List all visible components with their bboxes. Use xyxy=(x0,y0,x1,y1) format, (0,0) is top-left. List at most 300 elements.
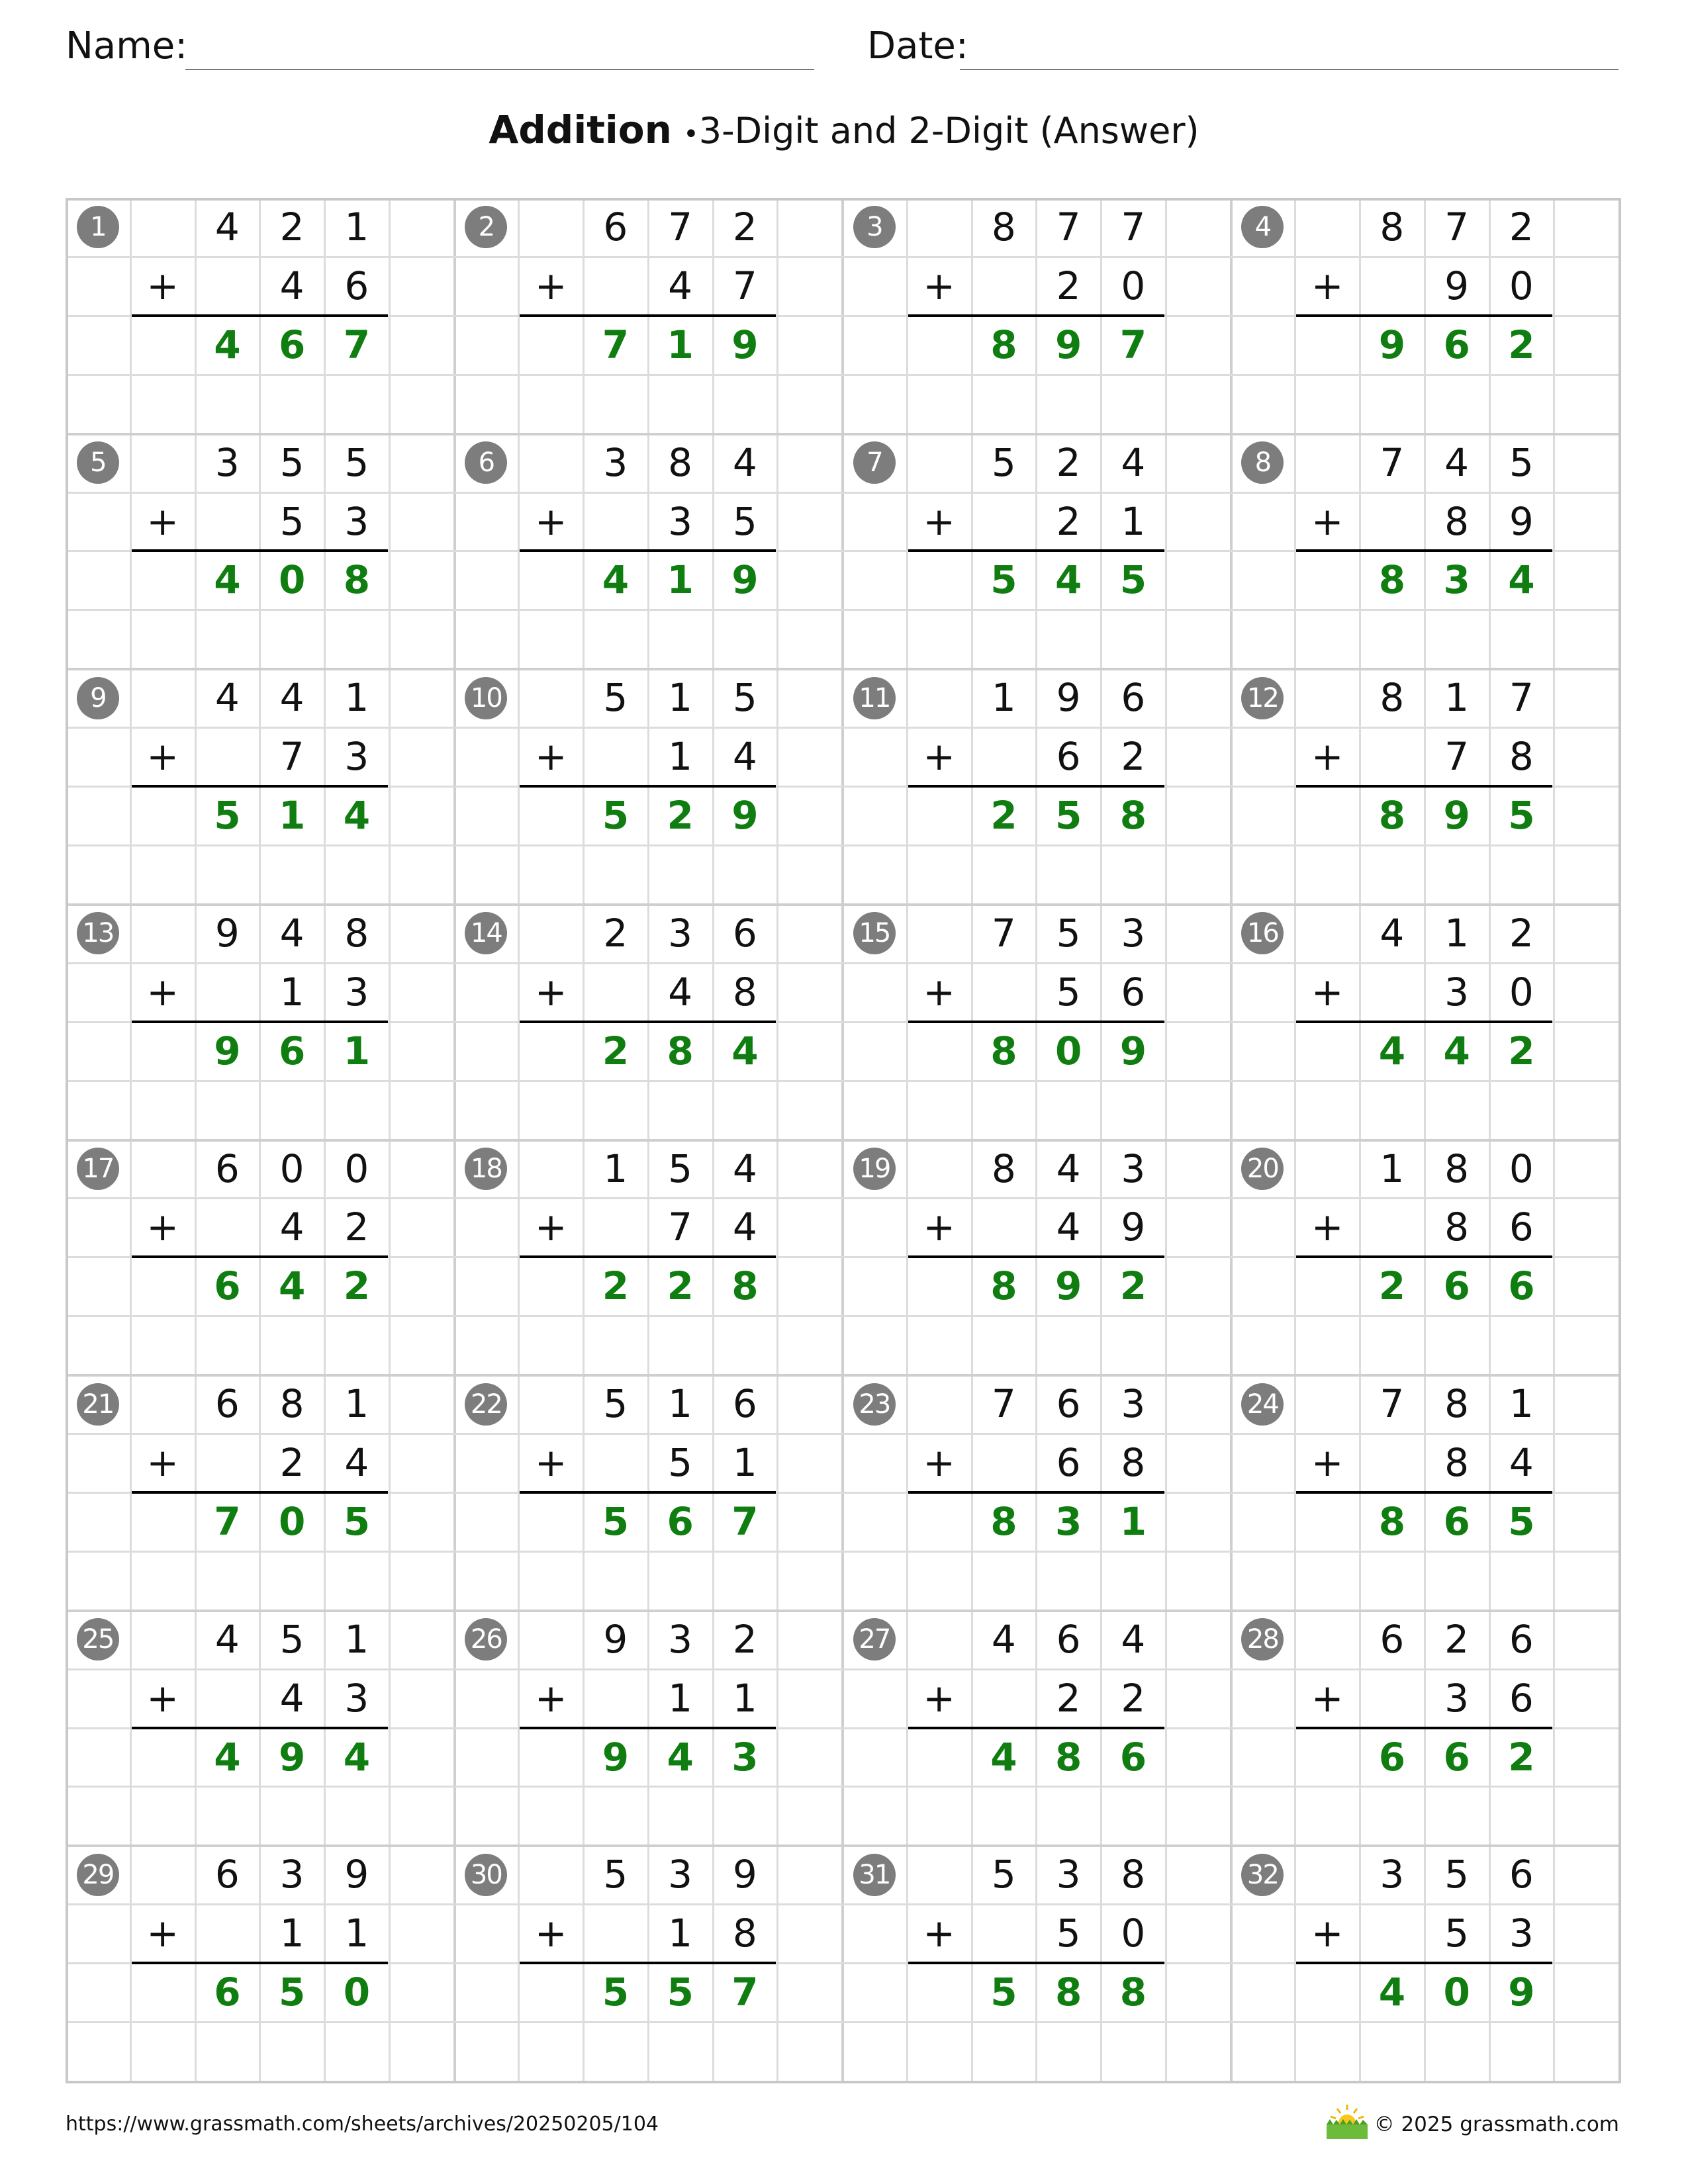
answer-digit: 2 xyxy=(1508,1028,1535,1073)
addend-digit: 1 xyxy=(603,1146,628,1191)
addend-digit: 7 xyxy=(668,205,693,250)
answer-digit: 6 xyxy=(1508,1263,1535,1309)
answer-digit: 6 xyxy=(214,1970,241,2015)
addend-digit: 7 xyxy=(991,1381,1016,1427)
answer-digit: 6 xyxy=(1443,1498,1470,1544)
problem xyxy=(842,1610,1231,1846)
problem-number-badge: 31 xyxy=(853,1854,896,1896)
sum-rule xyxy=(908,549,1164,552)
addend-digit: 0 xyxy=(1509,969,1534,1015)
plus-sign: + xyxy=(534,498,567,544)
addend-digit: 0 xyxy=(279,1146,305,1191)
answer-digit: 5 xyxy=(1119,557,1147,603)
addend-digit: 6 xyxy=(732,1381,757,1427)
sum-rule xyxy=(132,549,388,552)
answer-digit: 2 xyxy=(667,1263,694,1309)
plus-sign: + xyxy=(146,969,179,1015)
sum-rule xyxy=(520,1021,776,1023)
addend-digit: 4 xyxy=(1056,1146,1081,1191)
problem-number-badge: 8 xyxy=(1241,441,1284,484)
addend-digit: 4 xyxy=(732,1205,757,1250)
addend-digit: 2 xyxy=(279,205,305,250)
answer-digit: 6 xyxy=(278,322,306,367)
answer-digit: 2 xyxy=(343,1263,371,1309)
problem-number-badge: 6 xyxy=(465,441,507,484)
answer-digit: 9 xyxy=(1508,1970,1535,2015)
plus-sign: + xyxy=(534,969,567,1015)
problem-number-badge: 30 xyxy=(465,1854,507,1896)
answer-digit: 1 xyxy=(667,322,694,367)
title-separator: • xyxy=(683,119,699,150)
answer-digit: 5 xyxy=(990,557,1017,603)
problem-number-badge: 4 xyxy=(1241,206,1284,248)
addend-digit: 8 xyxy=(279,1381,305,1427)
addend-digit: 7 xyxy=(991,910,1016,956)
addend-digit: 3 xyxy=(668,1852,693,1897)
addend-digit: 3 xyxy=(1121,1146,1146,1191)
addend-digit: 9 xyxy=(214,910,240,956)
plus-sign: + xyxy=(923,498,955,544)
addend-digit: 4 xyxy=(668,969,693,1015)
addend-digit: 3 xyxy=(214,439,240,485)
addend-digit: 1 xyxy=(344,1911,369,1956)
sum-rule xyxy=(908,1491,1164,1494)
answer-digit: 9 xyxy=(731,793,759,839)
sum-rule xyxy=(908,785,1164,788)
addend-digit: 1 xyxy=(1444,675,1470,721)
addend-digit: 8 xyxy=(1121,1440,1146,1486)
addend-digit: 4 xyxy=(344,1440,369,1486)
problem xyxy=(842,198,1231,433)
addend-digit: 7 xyxy=(1444,205,1470,250)
plus-sign: + xyxy=(534,1205,567,1250)
answer-digit: 2 xyxy=(1119,1263,1147,1309)
addend-digit: 1 xyxy=(991,675,1016,721)
addend-digit: 2 xyxy=(344,1205,369,1250)
addend-digit: 3 xyxy=(344,969,369,1015)
problem xyxy=(66,904,454,1140)
addend-digit: 5 xyxy=(279,439,305,485)
addend-digit: 8 xyxy=(991,1146,1016,1191)
addend-digit: 2 xyxy=(1121,734,1146,780)
addend-digit: 7 xyxy=(1380,1381,1405,1427)
answer-digit: 4 xyxy=(1508,557,1535,603)
sum-rule xyxy=(132,1021,388,1023)
addend-digit: 4 xyxy=(1444,439,1470,485)
addend-digit: 4 xyxy=(279,910,305,956)
answer-digit: 4 xyxy=(214,322,241,367)
answer-digit: 5 xyxy=(602,1970,630,2015)
answer-digit: 6 xyxy=(667,1498,694,1544)
answer-digit: 8 xyxy=(1119,793,1147,839)
answer-digit: 4 xyxy=(278,1263,306,1309)
answer-digit: 5 xyxy=(990,1970,1017,2015)
answer-digit: 8 xyxy=(990,1263,1017,1309)
addend-digit: 3 xyxy=(668,910,693,956)
answer-digit: 6 xyxy=(1443,322,1470,367)
answer-digit: 1 xyxy=(1119,1498,1147,1544)
addend-digit: 5 xyxy=(668,1440,693,1486)
addend-digit: 4 xyxy=(1380,910,1405,956)
plus-sign: + xyxy=(534,1911,567,1956)
footer-copyright: © 2025 grassmath.com xyxy=(1374,2113,1619,2136)
problem-number-badge: 15 xyxy=(853,912,896,954)
problem-number-badge: 29 xyxy=(77,1854,119,1896)
problem xyxy=(842,1845,1231,2081)
problem xyxy=(66,1375,454,1610)
addend-digit: 1 xyxy=(344,1616,369,1662)
addend-digit: 6 xyxy=(214,1146,240,1191)
addend-digit: 8 xyxy=(1444,1440,1470,1486)
plus-sign: + xyxy=(1311,969,1344,1015)
problem xyxy=(454,1610,843,1846)
date-label: Date: xyxy=(867,24,968,68)
problem xyxy=(454,904,843,1140)
name-label: Name: xyxy=(66,24,188,68)
addend-digit: 4 xyxy=(214,675,240,721)
answer-digit: 4 xyxy=(214,1734,241,1780)
answer-digit: 4 xyxy=(343,1734,371,1780)
addend-digit: 5 xyxy=(1056,1911,1081,1956)
addend-digit: 5 xyxy=(603,675,628,721)
plus-sign: + xyxy=(923,1440,955,1486)
answer-digit: 9 xyxy=(731,557,759,603)
sum-rule xyxy=(1296,1727,1552,1729)
addend-digit: 1 xyxy=(1509,1381,1534,1427)
addend-digit: 4 xyxy=(1121,439,1146,485)
addend-digit: 9 xyxy=(732,1852,757,1897)
plus-sign: + xyxy=(1311,498,1344,544)
answer-digit: 2 xyxy=(1378,1263,1406,1309)
addend-digit: 3 xyxy=(1444,1675,1470,1721)
answer-digit: 4 xyxy=(343,793,371,839)
title-main: Addition xyxy=(489,107,672,152)
addend-digit: 1 xyxy=(1444,910,1470,956)
addend-digit: 2 xyxy=(1121,1675,1146,1721)
addend-digit: 3 xyxy=(344,498,369,544)
addend-digit: 1 xyxy=(1121,498,1146,544)
answer-digit: 4 xyxy=(214,557,241,603)
answer-digit: 9 xyxy=(602,1734,630,1780)
answer-digit: 9 xyxy=(1378,322,1406,367)
addend-digit: 5 xyxy=(1509,439,1534,485)
plus-sign: + xyxy=(534,263,567,308)
addend-digit: 7 xyxy=(732,263,757,308)
addend-digit: 9 xyxy=(1509,498,1534,544)
problem-number-badge: 19 xyxy=(853,1148,896,1190)
answer-digit: 9 xyxy=(214,1028,241,1073)
problem-number-badge: 11 xyxy=(853,677,896,719)
answer-digit: 8 xyxy=(990,322,1017,367)
addend-digit: 9 xyxy=(1056,675,1081,721)
problem-number-badge: 22 xyxy=(465,1383,507,1426)
addend-digit: 2 xyxy=(603,910,628,956)
answer-digit: 5 xyxy=(1055,793,1082,839)
plus-sign: + xyxy=(923,1675,955,1721)
answer-digit: 9 xyxy=(1055,322,1082,367)
answer-digit: 3 xyxy=(731,1734,759,1780)
answer-digit: 7 xyxy=(214,1498,241,1544)
problem xyxy=(66,1610,454,1846)
answer-digit: 6 xyxy=(1443,1734,1470,1780)
addend-digit: 6 xyxy=(214,1381,240,1427)
sum-rule xyxy=(132,1727,388,1729)
addend-digit: 2 xyxy=(732,1616,757,1662)
addend-digit: 6 xyxy=(1509,1675,1534,1721)
addend-digit: 6 xyxy=(732,910,757,956)
addend-digit: 4 xyxy=(214,205,240,250)
answer-digit: 1 xyxy=(278,793,306,839)
answer-digit: 5 xyxy=(343,1498,371,1544)
addend-digit: 9 xyxy=(603,1616,628,1662)
sum-rule xyxy=(520,1255,776,1258)
addend-digit: 8 xyxy=(1444,1381,1470,1427)
addend-digit: 4 xyxy=(991,1616,1016,1662)
answer-digit: 7 xyxy=(1119,322,1147,367)
addend-digit: 7 xyxy=(1056,205,1081,250)
addend-digit: 3 xyxy=(344,734,369,780)
problem xyxy=(1231,198,1619,433)
plus-sign: + xyxy=(1311,1675,1344,1721)
plus-sign: + xyxy=(146,1205,179,1250)
title-subtitle: 3-Digit and 2-Digit (Answer) xyxy=(698,110,1199,152)
addend-digit: 6 xyxy=(1509,1852,1534,1897)
problem-number-badge: 23 xyxy=(853,1383,896,1426)
sum-rule xyxy=(908,1021,1164,1023)
answer-digit: 2 xyxy=(602,1028,630,1073)
addend-digit: 6 xyxy=(1509,1205,1534,1250)
answer-digit: 4 xyxy=(1443,1028,1470,1073)
sum-rule xyxy=(520,1962,776,1964)
plus-sign: + xyxy=(534,1675,567,1721)
answer-digit: 0 xyxy=(278,557,306,603)
plus-sign: + xyxy=(1311,1911,1344,1956)
plus-sign: + xyxy=(923,734,955,780)
addend-digit: 2 xyxy=(1056,263,1081,308)
answer-digit: 8 xyxy=(1378,1498,1406,1544)
addend-digit: 6 xyxy=(1056,1381,1081,1427)
addend-digit: 5 xyxy=(668,1146,693,1191)
plus-sign: + xyxy=(146,263,179,308)
answer-digit: 4 xyxy=(1055,557,1082,603)
addend-digit: 0 xyxy=(1121,263,1146,308)
answer-digit: 5 xyxy=(602,793,630,839)
addend-digit: 8 xyxy=(1509,734,1534,780)
addend-digit: 5 xyxy=(1444,1911,1470,1956)
addend-digit: 5 xyxy=(1444,1852,1470,1897)
plus-sign: + xyxy=(146,1675,179,1721)
addend-digit: 2 xyxy=(1509,205,1534,250)
sum-rule xyxy=(132,1962,388,1964)
addend-digit: 5 xyxy=(732,675,757,721)
answer-digit: 1 xyxy=(667,557,694,603)
answer-digit: 9 xyxy=(278,1734,306,1780)
addend-digit: 1 xyxy=(344,205,369,250)
plus-sign: + xyxy=(146,498,179,544)
addend-digit: 8 xyxy=(344,910,369,956)
problem xyxy=(66,668,454,904)
addend-digit: 6 xyxy=(1380,1616,1405,1662)
plus-sign: + xyxy=(1311,1440,1344,1486)
answer-digit: 0 xyxy=(343,1970,371,2015)
addend-digit: 5 xyxy=(603,1852,628,1897)
problem-number-badge: 10 xyxy=(465,677,507,719)
addend-digit: 2 xyxy=(1056,498,1081,544)
addend-digit: 2 xyxy=(1509,910,1534,956)
addend-digit: 1 xyxy=(668,675,693,721)
problem xyxy=(454,668,843,904)
addend-digit: 1 xyxy=(344,1381,369,1427)
answer-digit: 6 xyxy=(1378,1734,1406,1780)
sum-rule xyxy=(132,1491,388,1494)
problem xyxy=(66,1140,454,1375)
problem xyxy=(1231,904,1619,1140)
sum-rule xyxy=(132,314,388,317)
addend-digit: 4 xyxy=(732,1146,757,1191)
answer-digit: 7 xyxy=(731,1970,759,2015)
addend-digit: 6 xyxy=(1056,734,1081,780)
addend-digit: 4 xyxy=(1509,1440,1534,1486)
addend-digit: 6 xyxy=(1121,969,1146,1015)
problem xyxy=(454,1375,843,1610)
sum-rule xyxy=(1296,1491,1552,1494)
answer-digit: 5 xyxy=(214,793,241,839)
answer-digit: 0 xyxy=(1055,1028,1082,1073)
problem xyxy=(842,433,1231,669)
problem-number-badge: 5 xyxy=(77,441,119,484)
answer-digit: 9 xyxy=(1055,1263,1082,1309)
problem xyxy=(842,1140,1231,1375)
sum-rule xyxy=(1296,785,1552,788)
plus-sign: + xyxy=(1311,263,1344,308)
problem xyxy=(1231,1845,1619,2081)
addend-digit: 2 xyxy=(1444,1616,1470,1662)
addend-digit: 3 xyxy=(1509,1911,1534,1956)
addend-digit: 7 xyxy=(1509,675,1534,721)
answer-digit: 8 xyxy=(1378,793,1406,839)
name-line[interactable] xyxy=(185,69,814,70)
problem xyxy=(1231,668,1619,904)
addend-digit: 0 xyxy=(344,1146,369,1191)
addend-digit: 3 xyxy=(279,1852,305,1897)
sum-rule xyxy=(1296,549,1552,552)
sum-rule xyxy=(520,314,776,317)
addend-digit: 3 xyxy=(1121,910,1146,956)
addend-digit: 3 xyxy=(1121,1381,1146,1427)
addend-digit: 5 xyxy=(1056,910,1081,956)
addend-digit: 4 xyxy=(668,263,693,308)
sum-rule xyxy=(520,1491,776,1494)
answer-digit: 4 xyxy=(1378,1970,1406,2015)
addend-digit: 5 xyxy=(1056,969,1081,1015)
answer-digit: 4 xyxy=(731,1028,759,1073)
problem xyxy=(842,668,1231,904)
problem-number-badge: 12 xyxy=(1241,677,1284,719)
answer-digit: 9 xyxy=(731,322,759,367)
answer-digit: 2 xyxy=(1508,322,1535,367)
problem-number-badge: 13 xyxy=(77,912,119,954)
answer-digit: 4 xyxy=(990,1734,1017,1780)
addend-digit: 3 xyxy=(1056,1852,1081,1897)
problem-number-badge: 24 xyxy=(1241,1383,1284,1426)
addend-digit: 7 xyxy=(279,734,305,780)
answer-digit: 6 xyxy=(1119,1734,1147,1780)
addend-digit: 4 xyxy=(279,675,305,721)
answer-digit: 5 xyxy=(667,1970,694,2015)
sum-rule xyxy=(1296,1962,1552,1964)
addend-digit: 5 xyxy=(279,1616,305,1662)
answer-digit: 1 xyxy=(343,1028,371,1073)
addend-digit: 8 xyxy=(991,205,1016,250)
addend-digit: 5 xyxy=(991,1852,1016,1897)
plus-sign: + xyxy=(146,1911,179,1956)
addend-digit: 9 xyxy=(344,1852,369,1897)
answer-digit: 6 xyxy=(278,1028,306,1073)
addend-digit: 7 xyxy=(668,1205,693,1250)
footer-url: https://www.grassmath.com/sheets/archives/20250205/104 xyxy=(66,2113,659,2136)
addend-digit: 1 xyxy=(668,734,693,780)
addend-digit: 4 xyxy=(279,1205,305,1250)
addend-digit: 8 xyxy=(1444,1205,1470,1250)
date-line[interactable] xyxy=(960,69,1618,70)
problem-number-badge: 17 xyxy=(77,1148,119,1190)
answer-digit: 2 xyxy=(667,793,694,839)
problem-number-badge: 21 xyxy=(77,1383,119,1426)
plus-sign: + xyxy=(923,1911,955,1956)
addend-digit: 6 xyxy=(1056,1440,1081,1486)
addend-digit: 2 xyxy=(1056,439,1081,485)
answer-digit: 3 xyxy=(1443,557,1470,603)
answer-digit: 8 xyxy=(1055,1970,1082,2015)
addend-digit: 9 xyxy=(1121,1205,1146,1250)
addend-digit: 2 xyxy=(1056,1675,1081,1721)
answer-digit: 4 xyxy=(602,557,630,603)
addend-digit: 3 xyxy=(344,1675,369,1721)
problem-number-badge: 25 xyxy=(77,1618,119,1661)
sum-rule xyxy=(132,1255,388,1258)
problem xyxy=(1231,1375,1619,1610)
problem xyxy=(842,904,1231,1140)
addend-digit: 8 xyxy=(1444,1146,1470,1191)
addend-digit: 0 xyxy=(1121,1911,1146,1956)
addend-digit: 6 xyxy=(344,263,369,308)
problem-number-badge: 2 xyxy=(465,206,507,248)
problem-number-badge: 32 xyxy=(1241,1854,1284,1896)
addend-digit: 2 xyxy=(732,205,757,250)
sum-rule xyxy=(1296,1255,1552,1258)
addend-digit: 1 xyxy=(1380,1146,1405,1191)
answer-digit: 8 xyxy=(667,1028,694,1073)
sum-rule xyxy=(132,785,388,788)
addend-digit: 6 xyxy=(1509,1616,1534,1662)
plus-sign: + xyxy=(146,1440,179,1486)
answer-digit: 0 xyxy=(1443,1970,1470,2015)
problem xyxy=(1231,1140,1619,1375)
addend-digit: 1 xyxy=(279,969,305,1015)
addend-digit: 8 xyxy=(1121,1852,1146,1897)
problem xyxy=(66,433,454,669)
problem-number-badge: 26 xyxy=(465,1618,507,1661)
addend-digit: 3 xyxy=(603,439,628,485)
addend-digit: 1 xyxy=(668,1911,693,1956)
answer-digit: 8 xyxy=(990,1028,1017,1073)
problem xyxy=(1231,433,1619,669)
problem xyxy=(454,1845,843,2081)
addend-digit: 1 xyxy=(344,675,369,721)
problem-number-badge: 16 xyxy=(1241,912,1284,954)
answer-digit: 5 xyxy=(278,1970,306,2015)
problem-number-badge: 27 xyxy=(853,1618,896,1661)
